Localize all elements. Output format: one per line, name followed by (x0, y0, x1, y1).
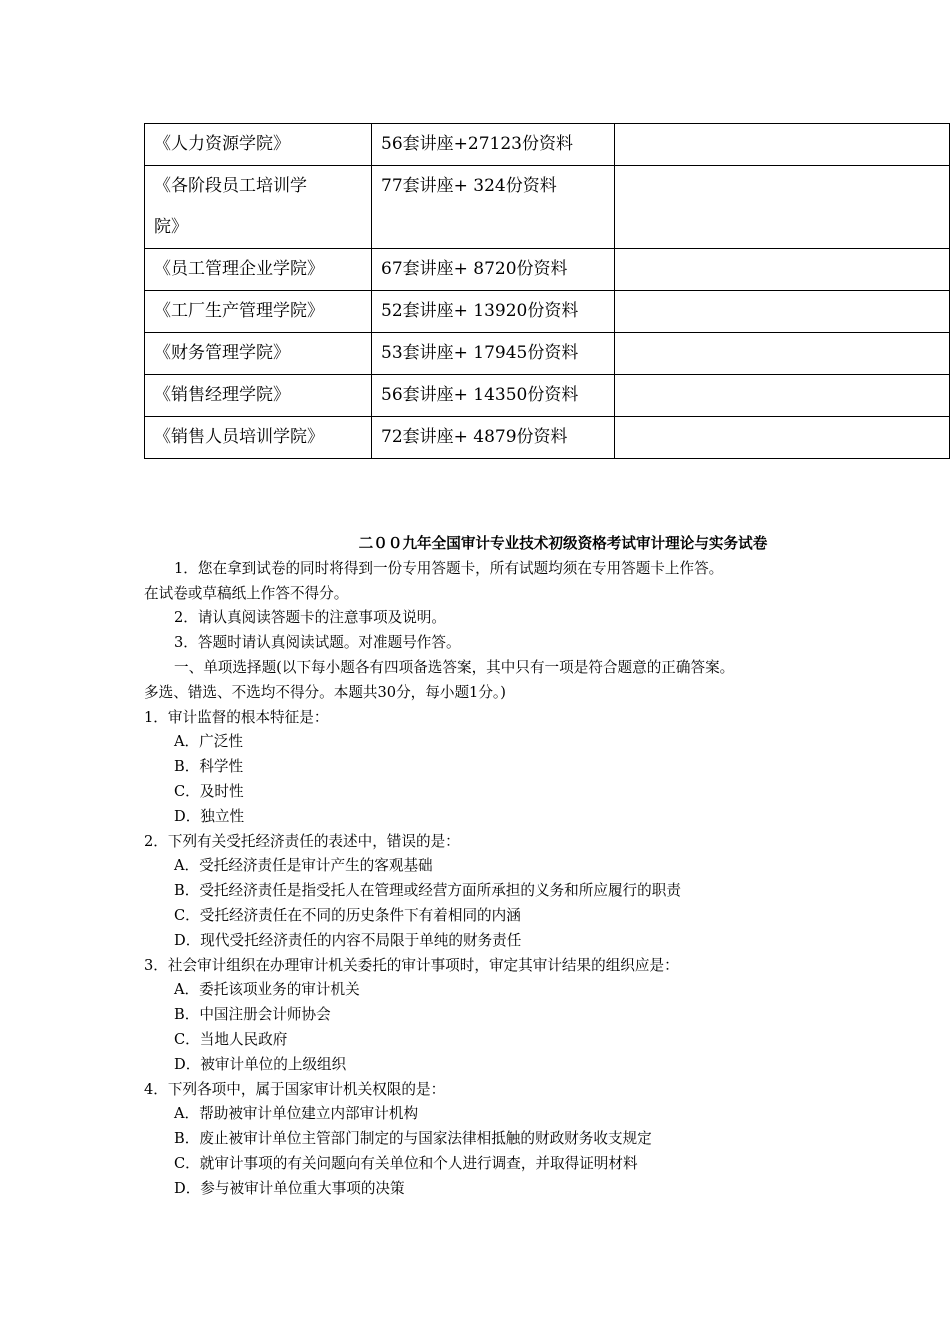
table-cell-extra (615, 124, 950, 166)
table-cell-desc: 67套讲座+ 8720份资料 (372, 249, 615, 291)
section-heading: 一、单项选择题(以下每小题各有四项备选答案，其中只有一项是符合题意的正确答案。 (174, 658, 735, 676)
table-row (145, 291, 950, 333)
option-c: C．就审计事项的有关问题向有关单位和个人进行调查，并取得证明材料 (174, 1154, 638, 1172)
option-c: C．受托经济责任在不同的历史条件下有着相同的内涵 (174, 906, 521, 924)
table-cell-name: 《工厂生产管理学院》 (145, 291, 372, 333)
option-d: D．现代受托经济责任的内容不局限于单纯的财务责任 (174, 931, 522, 949)
option-a: A．帮助被审计单位建立内部审计机构 (174, 1105, 419, 1123)
table-row (145, 124, 950, 166)
table-cell-name: 《财务管理学院》 (145, 333, 372, 375)
exam-title: 二００九年全国审计专业技术初级资格考试审计理论与实务试卷 (358, 535, 768, 552)
table-cell-name: 《销售经理学院》 (145, 375, 372, 417)
instruction-line: 在试卷或草稿纸上作答不得分。 (144, 584, 349, 602)
instruction-line: 2．请认真阅读答题卡的注意事项及说明。 (174, 609, 446, 627)
option-c: C．及时性 (174, 782, 244, 800)
exam-content (144, 532, 944, 1202)
option-a: A．广泛性 (174, 733, 243, 751)
table-row (145, 166, 950, 249)
table-cell-extra (615, 375, 950, 417)
section-heading-cont: 多选、错选、不选均不得分。本题共30分，每小题1分。) (144, 683, 506, 701)
table-cell-extra (615, 417, 950, 459)
table-row (145, 375, 950, 417)
question-text: 3．社会审计组织在办理审计机关委托的审计事项时，审定其审计结果的组织应是： (144, 956, 679, 974)
table-row (145, 249, 950, 291)
question-text: 1．审计监督的根本特征是： (144, 708, 329, 726)
option-a: A．受托经济责任是审计产生的客观基础 (174, 857, 433, 875)
table-cell-name: 《各阶段员工培训学院》 (145, 166, 372, 249)
table-cell-desc: 53套讲座+ 17945份资料 (372, 333, 615, 375)
option-b: B．科学性 (174, 758, 244, 776)
table-row (145, 333, 950, 375)
option-a: A．委托该项业务的审计机关 (174, 981, 360, 999)
resource-table (144, 123, 950, 459)
table-cell-desc: 56套讲座+ 14350份资料 (372, 375, 615, 417)
table-cell-extra (615, 333, 950, 375)
table-cell-desc: 56套讲座+27123份资料 (372, 124, 615, 166)
option-b: B．中国注册会计师协会 (174, 1006, 331, 1024)
option-b: B．废止被审计单位主管部门制定的与国家法律相抵触的财政财务收支规定 (174, 1130, 652, 1148)
table-cell-extra (615, 166, 950, 249)
option-c: C．当地人民政府 (174, 1030, 288, 1048)
table-cell-name: 《人力资源学院》 (145, 124, 372, 166)
question-text: 4．下列各项中，属于国家审计机关权限的是： (144, 1080, 446, 1098)
question-text: 2．下列有关受托经济责任的表述中，错误的是： (144, 832, 460, 850)
table-cell-extra (615, 291, 950, 333)
instruction-line: 1．您在拿到试卷的同时将得到一份专用答题卡，所有试题均须在专用答题卡上作答。 (174, 559, 724, 577)
table-row (145, 417, 950, 459)
option-b: B．受托经济责任是指受托人在管理或经营方面所承担的义务和所应履行的职责 (174, 882, 681, 900)
table-cell-desc: 52套讲座+ 13920份资料 (372, 291, 615, 333)
option-d: D．独立性 (174, 807, 245, 825)
table-cell-extra (615, 249, 950, 291)
instruction-line: 3．答题时请认真阅读试题。对准题号作答。 (174, 634, 461, 652)
table-cell-desc: 72套讲座+ 4879份资料 (372, 417, 615, 459)
table-cell-name: 《销售人员培训学院》 (145, 417, 372, 459)
table-cell-desc: 77套讲座+ 324份资料 (372, 166, 615, 249)
option-d: D．被审计单位的上级组织 (174, 1055, 347, 1073)
table-cell-name: 《员工管理企业学院》 (145, 249, 372, 291)
option-d: D．参与被审计单位重大事项的决策 (174, 1179, 405, 1197)
